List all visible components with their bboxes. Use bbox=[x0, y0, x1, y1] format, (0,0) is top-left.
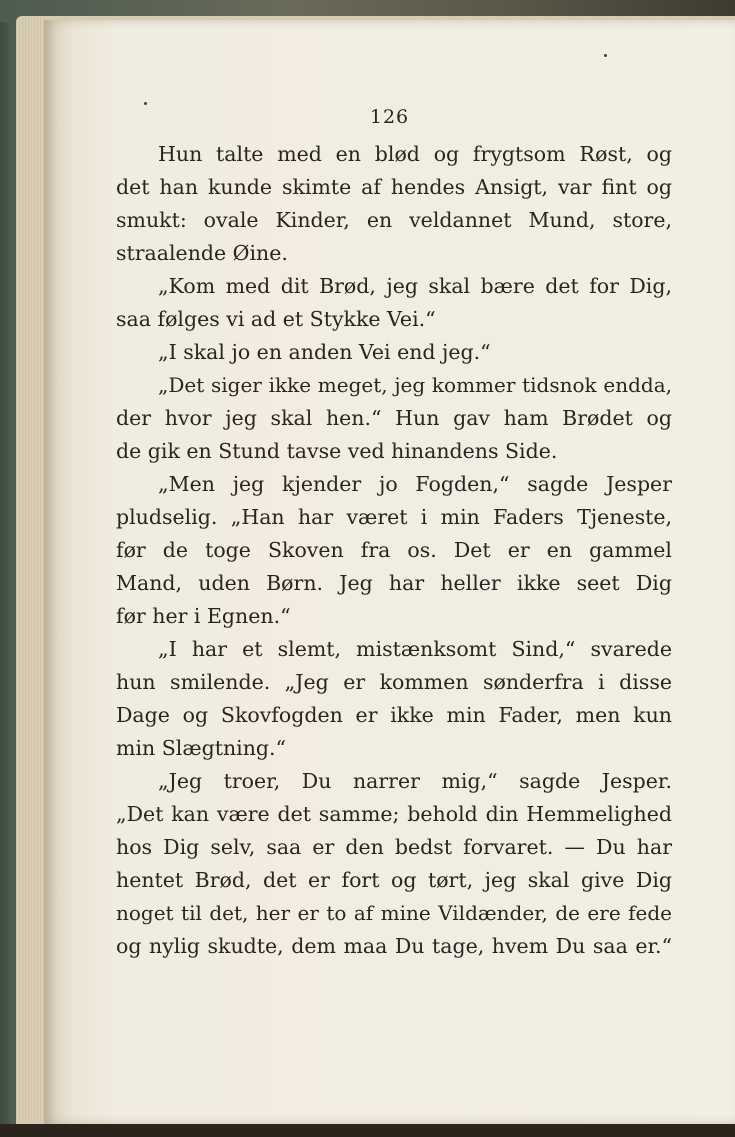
text-line: Mand, uden Børn. Jeg har heller ikke seet Dig bbox=[116, 571, 672, 595]
text-line: min Slægtning.“ bbox=[116, 736, 287, 760]
text-line: hos Dig selv, saa er den bedst forvaret. — Du har bbox=[116, 835, 672, 859]
text-line: „Jeg troer, Du narrer mig,“ sagde Jesper. bbox=[158, 769, 672, 793]
text-line: smukt: ovale Kinder, en veldannet Mund, store, bbox=[116, 208, 672, 232]
text-line: Hun talte med en blød og frygtsom Røst, og bbox=[158, 142, 672, 166]
scan-bottom-edge bbox=[0, 1124, 735, 1137]
text-line: „I har et slemt, mistænksomt Sind,“ svarede bbox=[158, 637, 672, 661]
text-line: hun smilende. „Jeg er kommen sønderfra i disse bbox=[116, 670, 672, 694]
text-line: „I skal jo en anden Vei end jeg.“ bbox=[158, 340, 491, 364]
text-line: og nylig skudte, dem maa Du tage, hvem Du saa er.“ bbox=[116, 934, 672, 958]
text-line: før her i Egnen.“ bbox=[116, 604, 291, 628]
text-line: der hvor jeg skal hen.“ Hun gav ham Brødet og bbox=[116, 406, 672, 430]
paper-speck bbox=[144, 102, 147, 105]
page-number: 126 bbox=[369, 106, 410, 128]
text-line: Dage og Skovfogden er ikke min Fader, men kun bbox=[116, 703, 672, 727]
text-line: „Kom med dit Brød, jeg skal bære det for Dig, bbox=[158, 274, 672, 298]
text-line: før de toge Skoven fra os. Det er en gammel bbox=[116, 538, 672, 562]
text-line: noget til det, her er to af mine Vildænder, de ere fede bbox=[116, 901, 672, 925]
text-line: hentet Brød, det er fort og tørt, jeg skal give Dig bbox=[116, 868, 672, 892]
paper-speck bbox=[604, 54, 607, 57]
text-line: straalende Øine. bbox=[116, 241, 288, 265]
text-line: de gik en Stund tavse ved hinandens Side. bbox=[116, 439, 558, 463]
body-text bbox=[116, 138, 672, 963]
text-line: „Det siger ikke meget, jeg kommer tidsnok endda, bbox=[158, 373, 672, 397]
text-line: pludselig. „Han har været i min Faders Tjeneste, bbox=[116, 505, 672, 529]
text-line: saa følges vi ad et Stykke Vei.“ bbox=[116, 307, 436, 331]
text-line: „Det kan være det samme; behold din Hemmelighed bbox=[116, 802, 672, 826]
text-line: det han kunde skimte af hendes Ansigt, var fint og bbox=[116, 175, 672, 199]
text-line: „Men jeg kjender jo Fogden,“ sagde Jesper bbox=[158, 472, 672, 496]
